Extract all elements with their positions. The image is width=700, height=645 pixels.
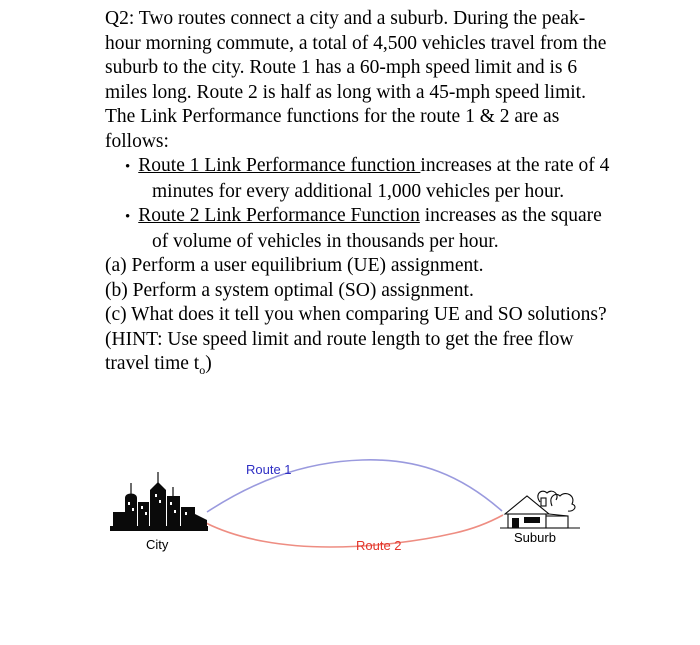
routes-diagram [0, 450, 700, 620]
suburb-house-icon [500, 491, 580, 528]
bullet-route2-heading: Route 2 Link Performance Function [138, 205, 420, 226]
hint-text: (HINT: Use speed limit and route length to get the free flow travel time t [105, 328, 574, 374]
part-a: (a) Perform a user equilibrium (UE) assignment. [105, 255, 484, 276]
route2-line [206, 515, 503, 547]
bullet-route2 [105, 204, 612, 254]
route2-label: Route 2 [356, 538, 402, 553]
diagram-canvas [0, 450, 700, 620]
route1-label: Route 1 [246, 462, 292, 477]
hint-line [105, 328, 612, 383]
bullet-route1-heading: Route 1 Link Performance function [138, 155, 421, 176]
question-intro: Q2: Two routes connect a city and a suburb. During the peak-hour morning commute, a total of 4,500 vehicles travel from the suburb to the city. Route 1 has a 60-mph speed limit and is 6 miles long. Route 2 is half as long with a 45-mph speed limit. The Link Performance functions for the route 1 & 2 are as follows: [105, 8, 607, 152]
bullet-route1-text: increases at the rate of 4 minutes for every additional 1,000 vehicles per hour. [152, 155, 610, 202]
city-label: City [146, 537, 169, 552]
question-block [105, 7, 612, 382]
bullet-route2-text: increases as the square of volume of vehicles in thousands per hour. [152, 205, 602, 252]
bullet-route1 [105, 154, 612, 204]
part-b: (b) Perform a system optimal (SO) assignment. [105, 279, 474, 301]
suburb-label: Suburb [514, 530, 556, 545]
city-skyline-icon [110, 472, 208, 531]
hint-close-paren: ) [205, 353, 212, 374]
bullet-icon: • [125, 159, 131, 175]
part-c: (c) What does it tell you when comparing UE and SO solutions? [105, 304, 607, 325]
hint-subscript: o [199, 362, 206, 377]
bullet-icon: • [125, 209, 131, 225]
